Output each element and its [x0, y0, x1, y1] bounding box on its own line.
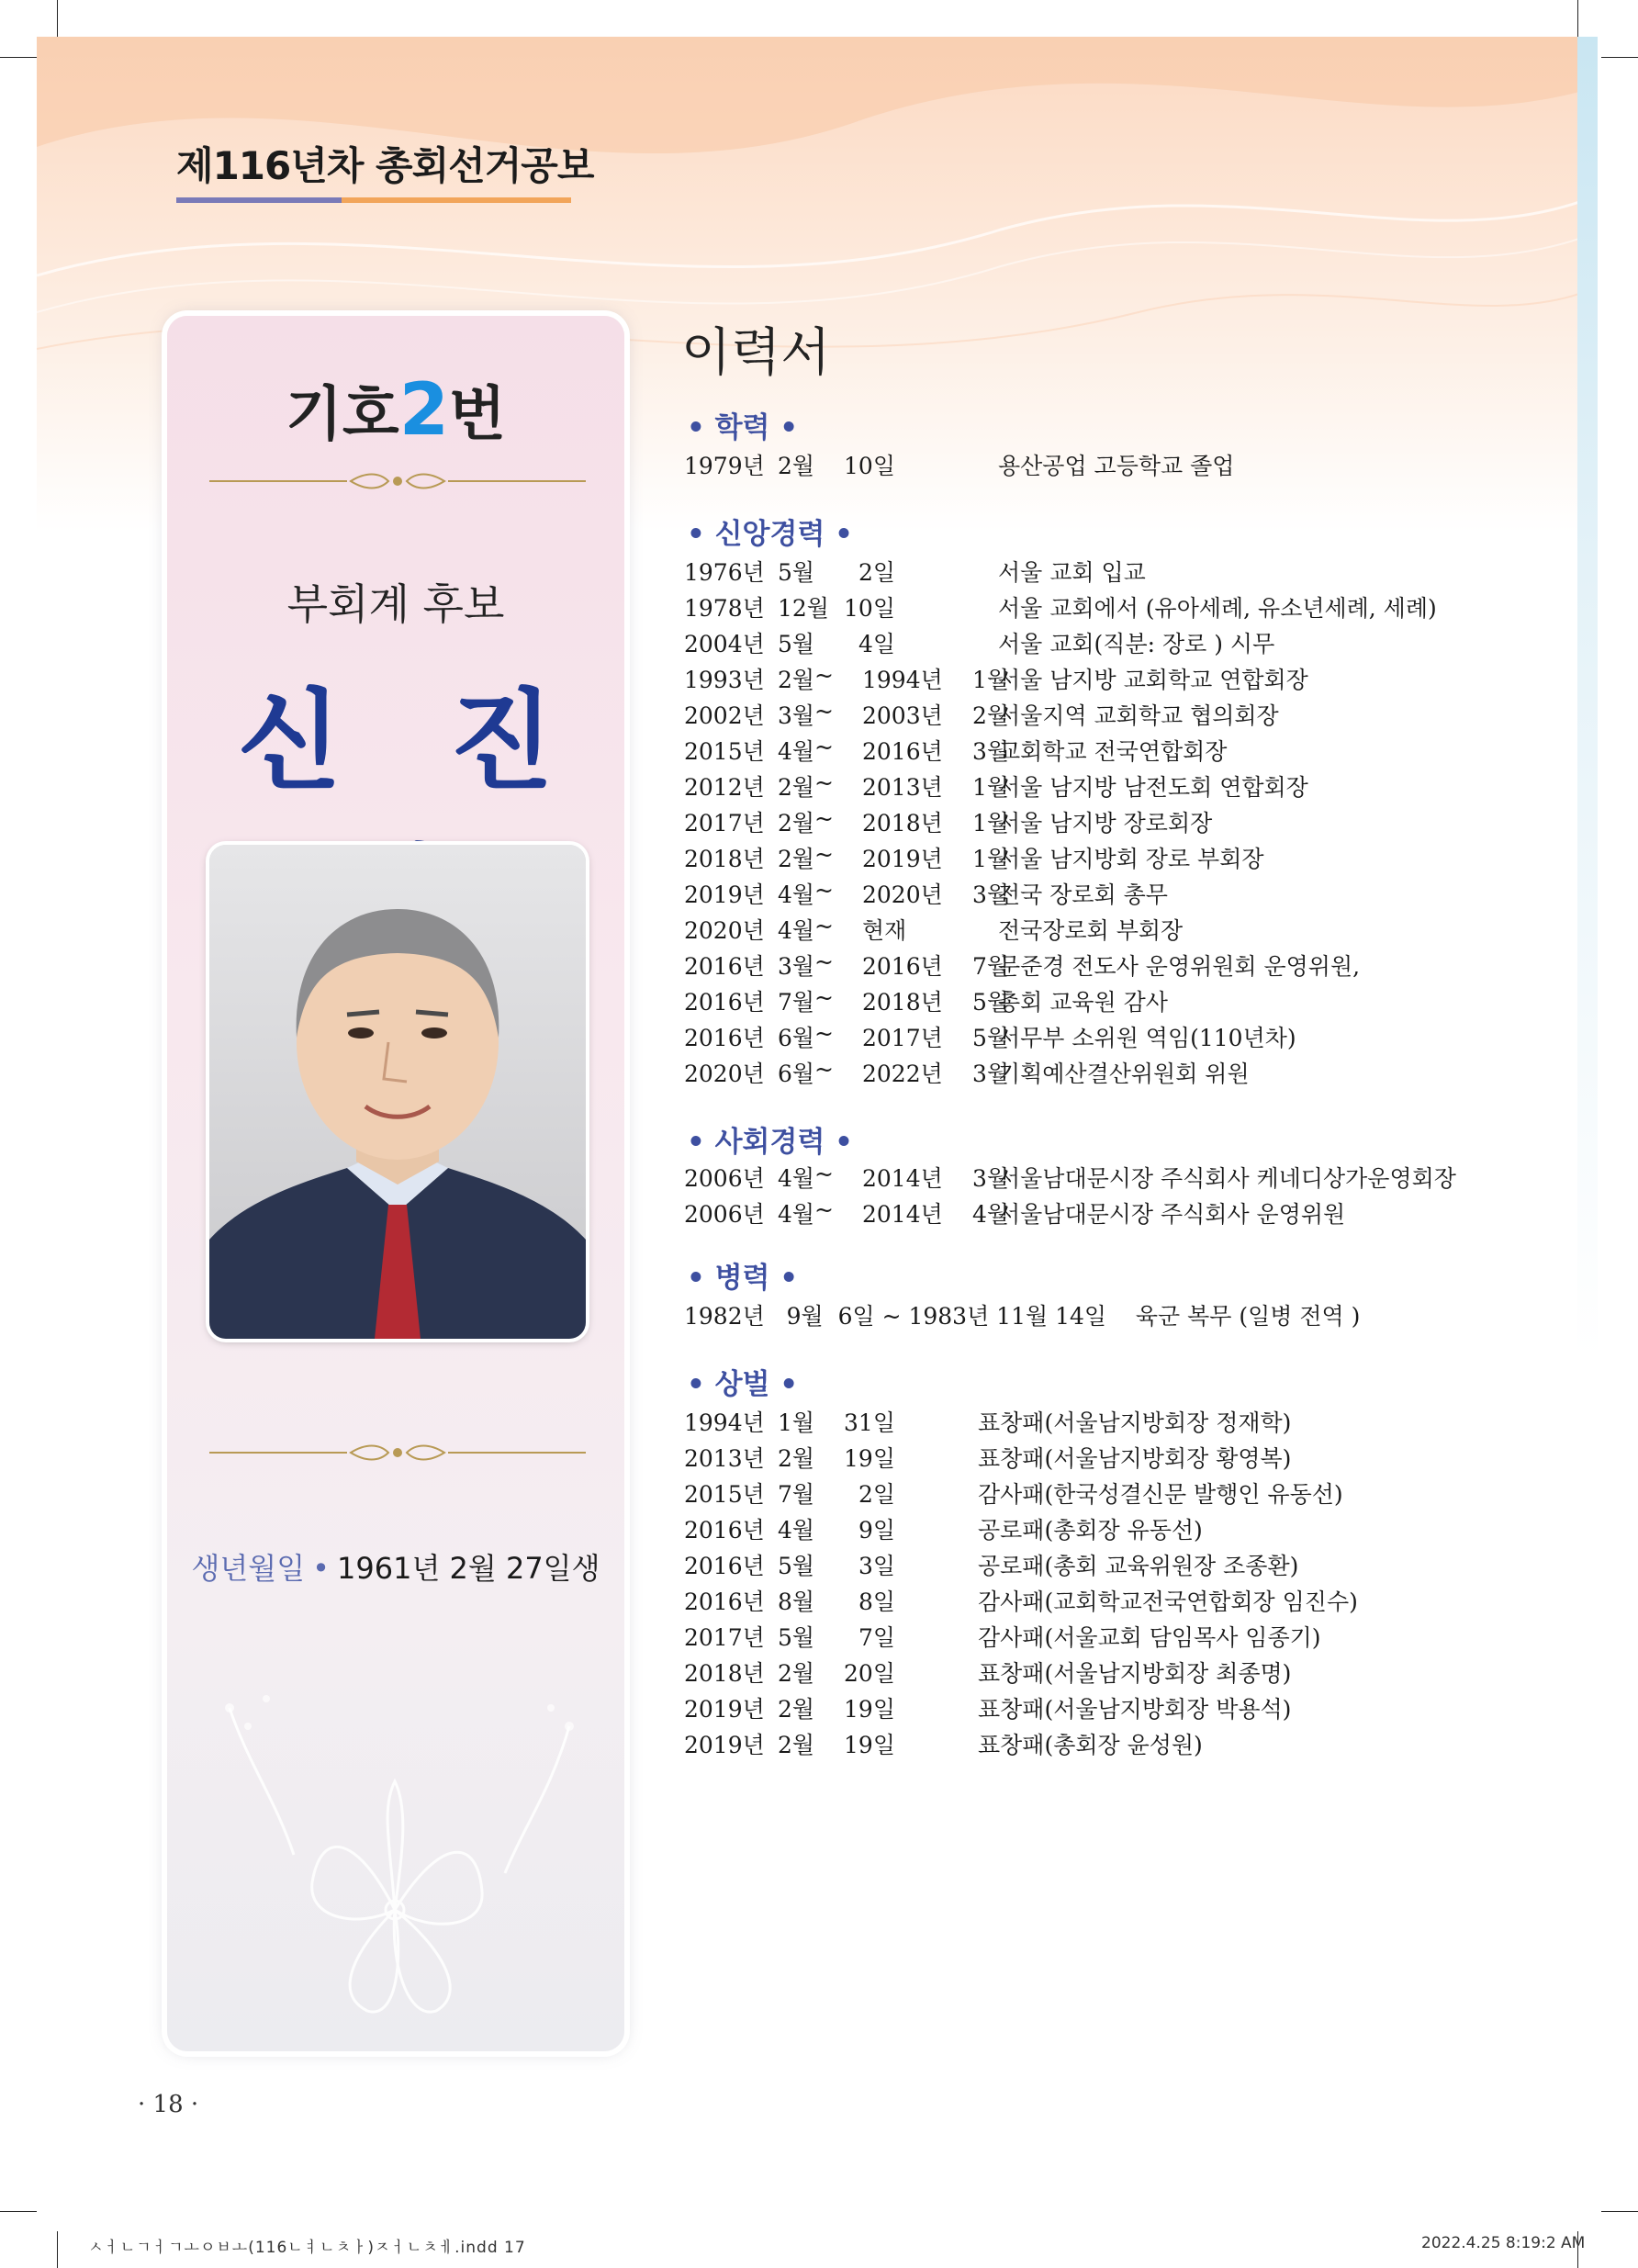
row-year: 1979년	[684, 453, 765, 479]
section-heading-military: • 병력 •	[687, 1262, 799, 1295]
row-year: 2012년	[684, 774, 765, 801]
row-day: 8일	[858, 1589, 895, 1615]
row-year: 2017년	[684, 1624, 765, 1651]
row-day: 19일	[844, 1445, 895, 1472]
row-end-year: 2003년	[862, 702, 943, 729]
row-description: 표창패(총회장 윤성원)	[978, 1732, 1203, 1758]
row-year: 2019년	[684, 1696, 765, 1723]
row-year: 2020년	[684, 917, 765, 944]
row-end-year: 2018년	[862, 810, 943, 836]
row-day: 10일	[844, 453, 895, 479]
row-end-year: 2016년	[862, 738, 943, 765]
row-month: 4월	[778, 881, 815, 908]
row-month: 2월	[778, 1696, 815, 1723]
row-description: 서울 남지방회 장로 부회장	[998, 846, 1264, 872]
row-month: 1월	[778, 1409, 815, 1436]
section-heading-awards: • 상벌 •	[687, 1368, 799, 1401]
row-range-tilde: ~	[814, 734, 834, 760]
row-month: 5월	[778, 1624, 815, 1651]
row-description: 표창패(서울남지방회장 최종명)	[978, 1660, 1292, 1687]
row-description: 감사패(서울교회 담임목사 임종기)	[978, 1624, 1321, 1651]
row-year: 2018년	[684, 846, 765, 872]
row-end-month: 5월	[971, 1025, 1009, 1051]
row-range-tilde: ~	[814, 984, 834, 1011]
row-description: 감사패(교회학교전국연합회장 임진수)	[978, 1589, 1358, 1615]
row-end-year: 2017년	[862, 1025, 943, 1051]
row-description: 전국장로회 부회장	[998, 917, 1184, 944]
row-day: 7일	[858, 1624, 895, 1651]
row-month: 12월	[778, 595, 829, 622]
row-description: 공로패(총회 교육위원장 조종환)	[978, 1553, 1299, 1579]
row-range-tilde: ~	[814, 913, 834, 939]
row-year: 1993년	[684, 667, 765, 693]
row-year: 2018년	[684, 1660, 765, 1687]
flower-decoration	[174, 1671, 615, 2038]
row-description: 공로패(총회장 유동선)	[978, 1517, 1203, 1544]
candidate-role: 부회계 후보	[286, 579, 505, 629]
row-year: 2006년	[684, 1165, 765, 1192]
crop-mark	[1577, 0, 1578, 37]
row-day: 9일	[858, 1517, 895, 1544]
row-range-tilde: ~	[814, 1196, 834, 1223]
row-year: 2013년	[684, 1445, 765, 1472]
row-day: 19일	[844, 1732, 895, 1758]
row-end-year: 2016년	[862, 953, 943, 980]
row-year: 2016년	[684, 1553, 765, 1579]
row-year: 2002년	[684, 702, 765, 729]
resume-title: 이력서	[681, 323, 831, 383]
row-description: 전국 장로회 총무	[998, 881, 1168, 908]
row-range-tilde: ~	[814, 841, 834, 868]
row-end-year: 현재	[862, 917, 907, 944]
row-description: 서울 교회 입교	[998, 559, 1146, 586]
ornament-icon	[347, 472, 448, 490]
row-end-month: 1월	[971, 774, 1009, 801]
row-day: 20일	[844, 1660, 895, 1687]
row-description: 표창패(서울남지방회장 정재학)	[978, 1409, 1292, 1436]
row-description: 서울 남지방 장로회장	[998, 810, 1213, 836]
row-year: 2015년	[684, 738, 765, 765]
row-end-month: 1월	[971, 810, 1009, 836]
row-month: 6월	[778, 1061, 815, 1087]
birth-label: 생년월일	[191, 1551, 306, 1586]
row-range-tilde: ~	[814, 1020, 834, 1047]
row-description: 서울 남지방 남전도회 연합회장	[998, 774, 1308, 801]
ballot-number	[167, 367, 624, 452]
ornament-divider	[209, 1443, 586, 1462]
row-month: 3월	[778, 702, 815, 729]
row-end-year: 2019년	[862, 846, 943, 872]
row-end-month: 3월	[971, 881, 1009, 908]
row-end-year: 2022년	[862, 1061, 943, 1087]
row-end-year: 2014년	[862, 1201, 943, 1228]
row-month: 3월	[778, 953, 815, 980]
crop-mark	[57, 0, 58, 37]
military-row: 1982년 9월 6일 ~ 1983년 11월 14일 육군 복무 (일병 전역 )	[684, 1303, 1361, 1330]
row-year: 1994년	[684, 1409, 765, 1436]
crop-mark	[1601, 2211, 1638, 2212]
row-year: 2017년	[684, 810, 765, 836]
row-day: 19일	[844, 1696, 895, 1723]
row-end-month: 2월	[971, 702, 1009, 729]
row-description: 총회 교육원 감사	[998, 989, 1168, 1016]
candidate-photo	[209, 845, 586, 1339]
row-day: 2일	[858, 559, 895, 586]
row-end-year: 2013년	[862, 774, 943, 801]
row-end-month: 4월	[971, 1201, 1009, 1228]
row-year: 2016년	[684, 989, 765, 1016]
row-description: 서울 교회에서 (유아세례, 유소년세례, 세례)	[998, 595, 1437, 622]
ballot-number-value: 2	[398, 369, 450, 452]
row-end-month: 3월	[971, 1165, 1009, 1192]
row-range-tilde: ~	[814, 1056, 834, 1083]
crop-mark	[0, 2211, 37, 2212]
row-description: 기획예산결산위원회 위원	[998, 1061, 1250, 1087]
row-description: 문준경 전도사 운영위원회 운영위원,	[998, 953, 1361, 980]
row-description: 용산공업 고등학교 졸업	[998, 453, 1235, 479]
row-month: 6월	[778, 1025, 815, 1051]
row-month: 2월	[778, 1660, 815, 1687]
row-end-month: 5월	[971, 989, 1009, 1016]
row-range-tilde: ~	[814, 1161, 834, 1187]
row-year: 1976년	[684, 559, 765, 586]
page-number: · 18 ·	[138, 2091, 199, 2118]
row-year: 2016년	[684, 1517, 765, 1544]
footer-timestamp: 2022.4.25 8:19:2 AM	[1421, 2234, 1586, 2252]
row-day: 10일	[844, 595, 895, 622]
row-description: 감사패(한국성결신문 발행인 유동선)	[978, 1481, 1343, 1508]
row-month: 2월	[778, 810, 815, 836]
right-edge-strip	[1577, 37, 1598, 1359]
row-end-month: 3월	[971, 738, 1009, 765]
ornament-icon	[347, 1443, 448, 1462]
ballot-prefix: 기호	[286, 381, 399, 449]
row-month: 2월	[778, 774, 815, 801]
row-description: 교회학교 전국연합회장	[998, 738, 1228, 765]
crop-mark	[1601, 57, 1638, 58]
row-day: 3일	[858, 1553, 895, 1579]
row-day: 2일	[858, 1481, 895, 1508]
birth-value: 1961년 2월 27일생	[337, 1551, 600, 1586]
row-range-tilde: ~	[814, 698, 834, 724]
row-year: 2016년	[684, 1589, 765, 1615]
birth-date	[167, 1545, 624, 1588]
row-month: 2월	[778, 846, 815, 872]
row-description: 서울남대문시장 주식회사 운영위원	[998, 1201, 1346, 1228]
row-month: 2월	[778, 453, 815, 479]
row-description: 서울 남지방 교회학교 연합회장	[998, 667, 1308, 693]
crop-mark	[57, 2231, 58, 2268]
section-heading-social: • 사회경력 •	[687, 1126, 853, 1159]
row-year: 1978년	[684, 595, 765, 622]
birth-dot: •	[312, 1551, 330, 1586]
row-description: 서울남대문시장 주식회사 케네디상가운영회장	[998, 1165, 1456, 1192]
row-range-tilde: ~	[814, 662, 834, 689]
row-end-month: 1월	[971, 846, 1009, 872]
title-underline	[176, 197, 571, 203]
row-month: 8월	[778, 1589, 815, 1615]
row-description: 서울 교회(직분: 장로 ) 시무	[998, 631, 1275, 657]
row-range-tilde: ~	[814, 769, 834, 796]
row-month: 4월	[778, 1201, 815, 1228]
row-year: 2020년	[684, 1061, 765, 1087]
row-month: 4월	[778, 1165, 815, 1192]
row-month: 5월	[778, 631, 815, 657]
row-range-tilde: ~	[814, 949, 834, 975]
row-range-tilde: ~	[814, 805, 834, 832]
row-end-month: 7월	[971, 953, 1009, 980]
row-end-month: 3월	[971, 1061, 1009, 1087]
row-description: 서울지역 교회학교 협의회장	[998, 702, 1279, 729]
row-end-year: 2014년	[862, 1165, 943, 1192]
row-end-year: 1994년	[862, 667, 943, 693]
footer-filename: ㅅㅓㄴㄱㅓㄱㅗㅇㅂㅗ(116ㄴㅕㄴㅊㅏ)ㅈㅓㄴㅊㅔ.indd 17	[88, 2239, 526, 2257]
row-end-year: 2020년	[862, 881, 943, 908]
row-description: 서무부 소위원 역임(110년차)	[998, 1025, 1296, 1051]
section-heading-education: • 학력 •	[687, 411, 799, 444]
publication-title: 제116년차 총회선거공보	[176, 143, 594, 188]
row-description: 표창패(서울남지방회장 박용석)	[978, 1696, 1292, 1723]
portrait-illustration	[209, 845, 586, 1339]
ornament-divider	[209, 472, 586, 490]
row-year: 2019년	[684, 1732, 765, 1758]
row-year: 2015년	[684, 1481, 765, 1508]
row-month: 2월	[778, 667, 815, 693]
row-year: 2004년	[684, 631, 765, 657]
row-description: 표창패(서울남지방회장 황영복)	[978, 1445, 1292, 1472]
row-year: 2006년	[684, 1201, 765, 1228]
row-month: 4월	[778, 738, 815, 765]
row-range-tilde: ~	[814, 877, 834, 904]
section-heading-faith: • 신앙경력 •	[687, 518, 853, 551]
row-day: 31일	[844, 1409, 895, 1436]
row-year: 2016년	[684, 953, 765, 980]
ballot-suffix: 번	[449, 381, 506, 449]
row-month: 7월	[778, 989, 815, 1016]
row-end-year: 2018년	[862, 989, 943, 1016]
row-end-month: 1월	[971, 667, 1009, 693]
row-month: 4월	[778, 917, 815, 944]
row-month: 4월	[778, 1517, 815, 1544]
row-year: 2016년	[684, 1025, 765, 1051]
candidate-name: 신 진	[237, 677, 589, 804]
row-month: 5월	[778, 559, 815, 586]
row-month: 7월	[778, 1481, 815, 1508]
row-month: 5월	[778, 1553, 815, 1579]
row-month: 2월	[778, 1732, 815, 1758]
row-year: 2019년	[684, 881, 765, 908]
crop-mark	[0, 57, 37, 58]
row-month: 2월	[778, 1445, 815, 1472]
row-day: 4일	[858, 631, 895, 657]
